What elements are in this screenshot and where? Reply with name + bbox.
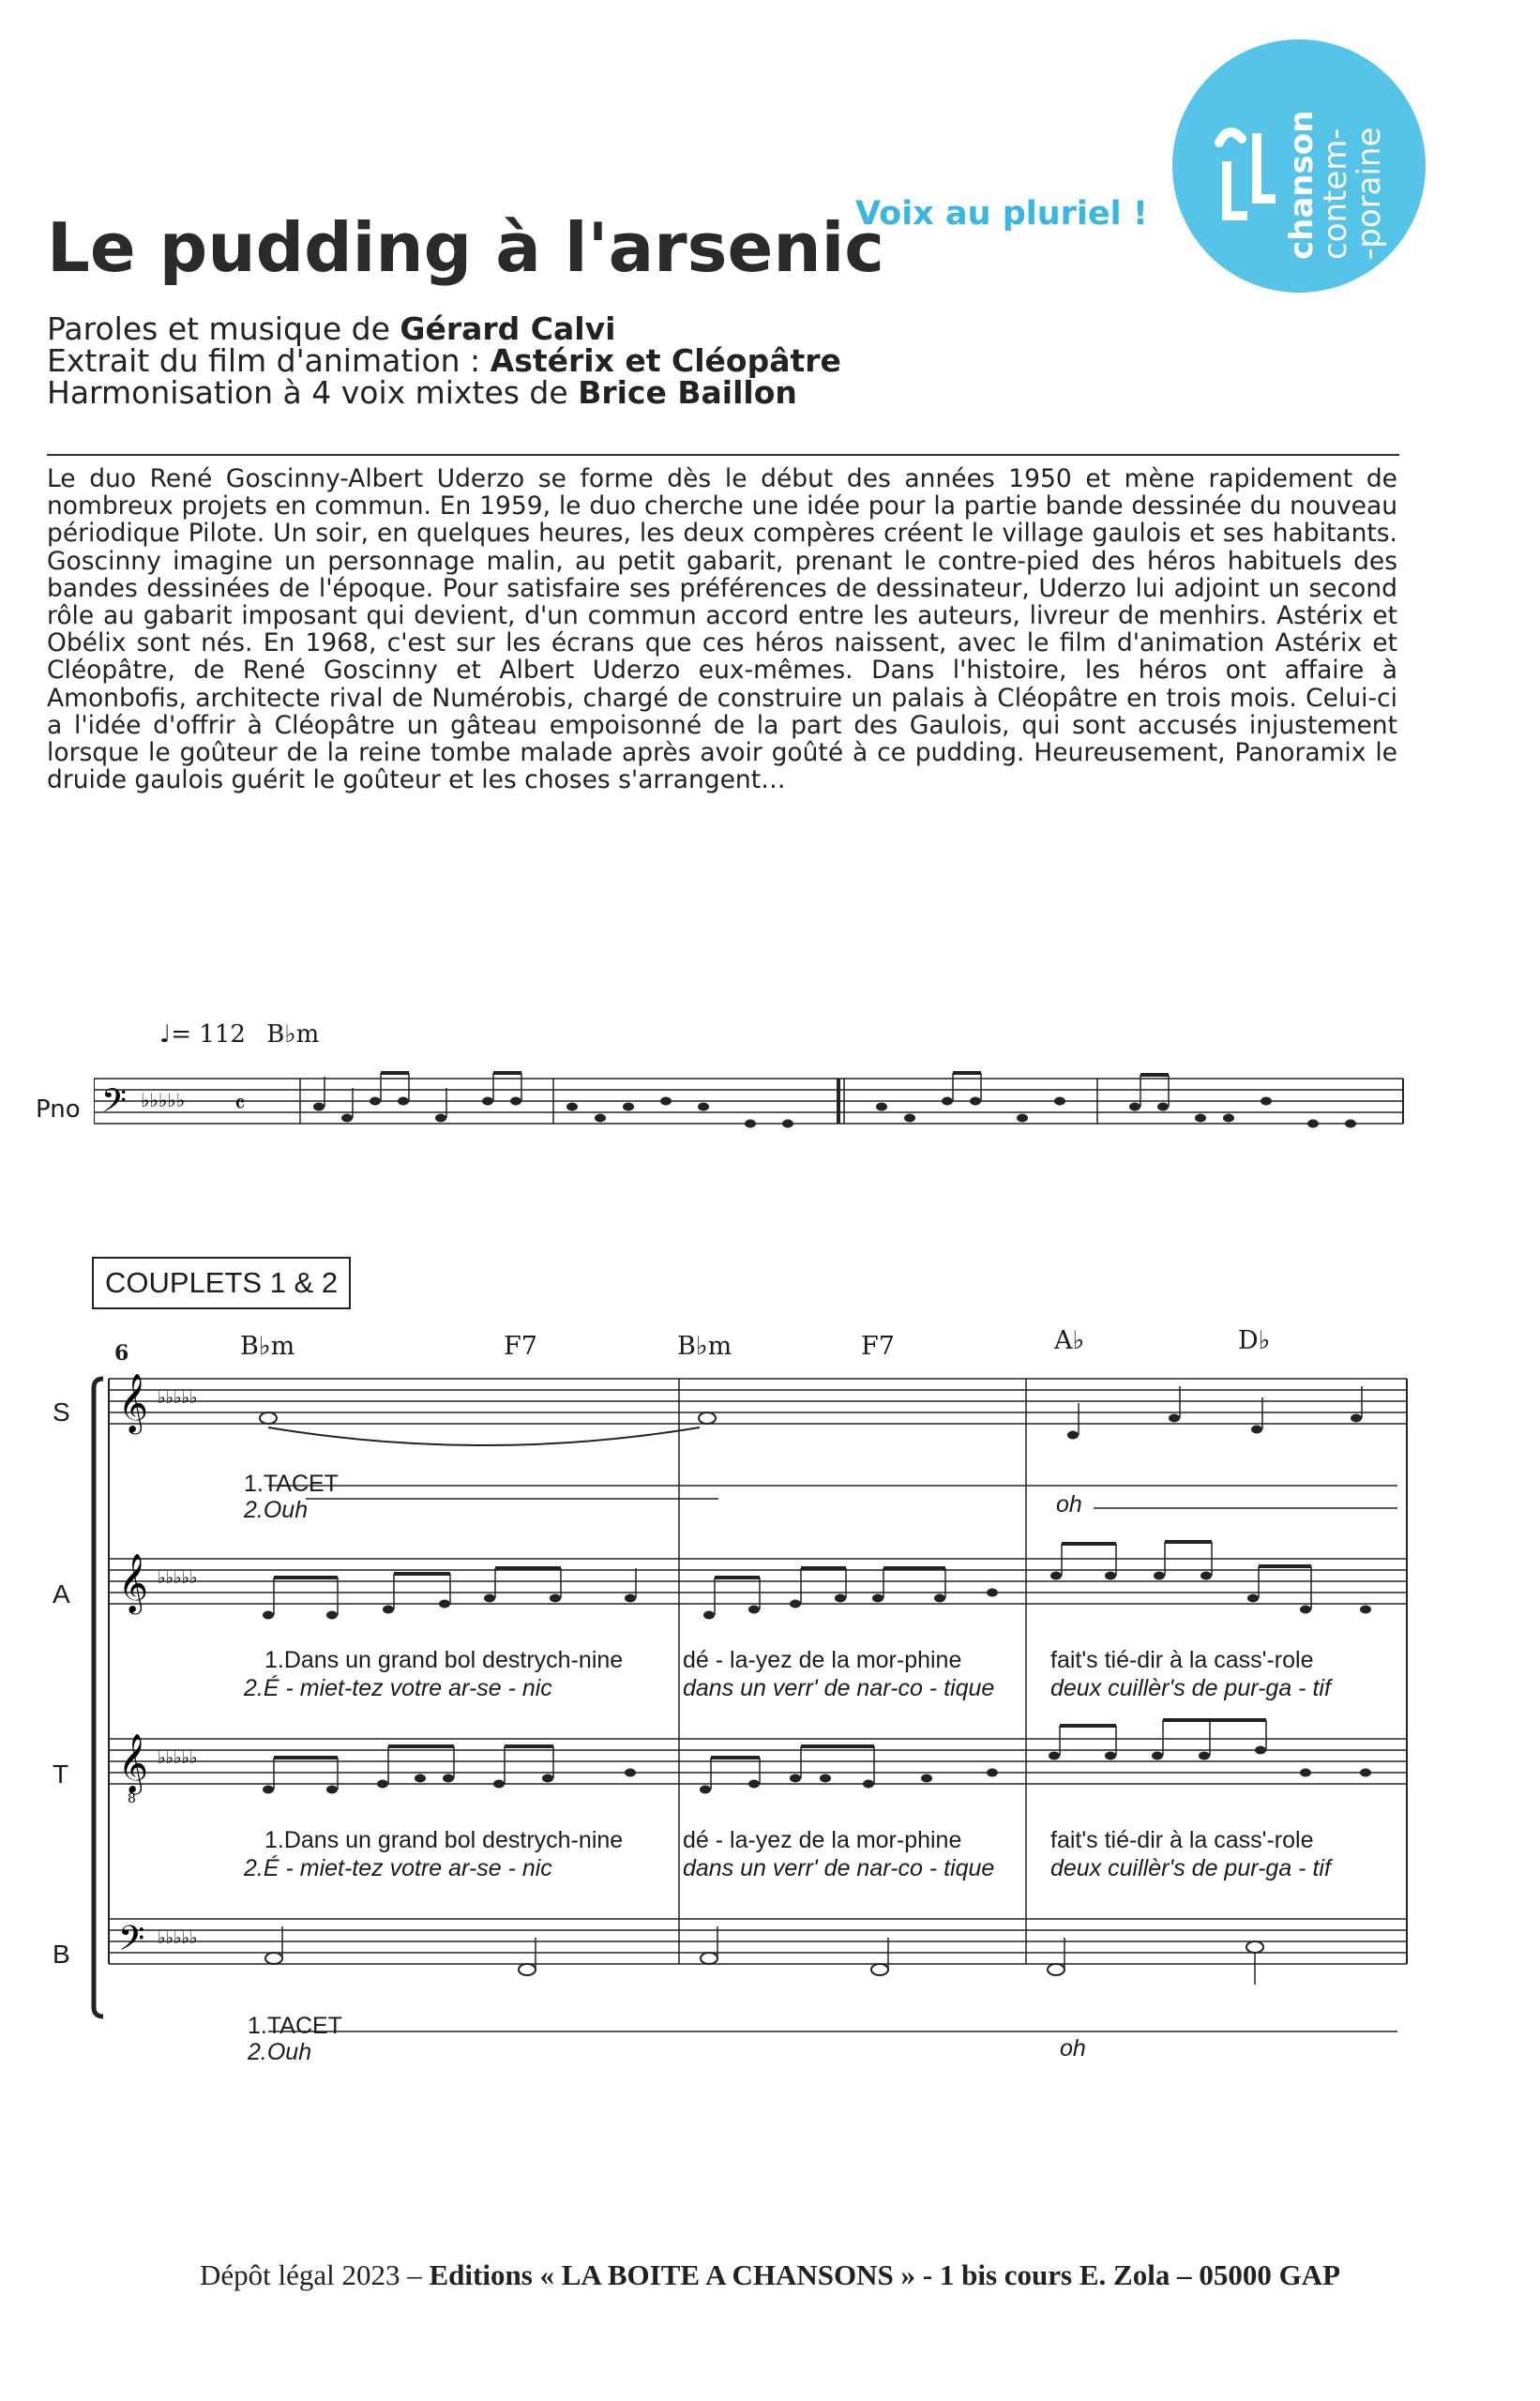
tenor-lyric: dans un verr' de nar-co - tique [683, 1855, 995, 1881]
footer: Dépôt légal 2023 – Editions « LA BOITE A CHANSONS » - 1 bis cours E. Zola – 05000 GAP [199, 2258, 1341, 2291]
svg-text:𝄞: 𝄞 [118, 1373, 148, 1432]
svg-text:𝄴: 𝄴 [234, 1091, 246, 1119]
piano-staff [94, 1069, 1407, 1154]
chord-symbol: F7 [861, 1332, 895, 1361]
bass-lyric-2: 2.Ouh [248, 2039, 312, 2065]
piano-label: Pno [36, 1095, 81, 1124]
soprano-lyric-2: 2.Ouh [244, 1497, 309, 1523]
svg-text:♭♭♭♭♭: ♭♭♭♭♭ [158, 1748, 198, 1768]
credits: Paroles et musique de Gérard Calvi Extrait du film d'animation : Astérix et Cléopâtre Harmonisation à 4 voix mixtes de Brice Baillon [47, 310, 841, 411]
alto-lyric: 1.Dans un grand bol destrych-nine [264, 1647, 624, 1673]
logo-mark-icon [1210, 124, 1285, 227]
chord-symbol: B♭m [240, 1332, 295, 1361]
tenor-lyric: deux cuillèr's de pur-ga - tif [1050, 1855, 1331, 1881]
alto-lyric: 2.É - miet-tez votre ar-se - nic [244, 1675, 552, 1701]
svg-text:♭♭♭♭♭: ♭♭♭♭♭ [158, 1568, 198, 1588]
divider [47, 454, 1399, 456]
alto-notes [263, 1572, 1371, 1620]
tenor-lyric: 2.É - miet-tez votre ar-se - nic [244, 1855, 552, 1881]
alto-lyric: fait's tié-dir à la cass'-role [1050, 1647, 1314, 1673]
chord-symbol: F7 [504, 1332, 537, 1361]
chord-symbol: D♭ [1238, 1326, 1271, 1355]
svg-text:𝄞: 𝄞 [118, 1553, 148, 1612]
logo-text: chanson contem- -poraine [1283, 110, 1388, 260]
soprano-lyric-3: oh [1056, 1491, 1082, 1518]
chord-symbol: A♭ [1054, 1326, 1085, 1355]
soprano-label: S [53, 1397, 70, 1427]
intro-paragraph: Le duo René Goscinny-Albert Uderzo se forme dès le début des années 1950 et mène rapidement de nombreux projets en commun. En 1959, le duo cherche une idée pour la partie bande dessinée du nouveau périodique Pilote. Un soir, en quelques heures, les deux compères créent le village gaulois et ses habitants. Goscinny imagine un personnage malin, au petit gabarit, prenant le contre-pied des héros habituels des bandes dessinées de l'époque. Pour satisfaire ses préférences de dessinateur, Uderzo lui adjoint un second rôle au gabarit imposant qui devient, d'un commun accord entre les auteurs, livreur de menhirs. Astérix et Obélix sont nés. En 1968, c'est sur les écrans que ces héros naissent, avec le film d'animation Astérix et Cléopâtre, de René Goscinny et Albert Uderzo eux-mêmes. Dans l'histoire, les héros ont affaire à Amonbofis, architecte rival de Numérobis, chargé de construire un palais à Cléopâtre en trois mois. Celui-ci a l'idée d'offrir à Cléopâtre un gâteau empoisonné de la part des Gaulois, qui sont accusés injustement lorsque le goûteur de la reine tombe malade après avoir goûté à ce pudding. Heureusement, Panoramix le druide gaulois guérit le goûteur et les choses s'arrangent… [47, 464, 1397, 795]
tempo-marking: ♩= 112 B♭m [159, 1020, 320, 1049]
svg-text:♭♭♭♭♭: ♭♭♭♭♭ [158, 1928, 198, 1948]
tenor-label: T [53, 1759, 69, 1789]
quarter-note-icon: ♩ [159, 1020, 172, 1049]
tenor-lyric: dé - la-yez de la mor-phine [683, 1827, 962, 1853]
chord-symbol: B♭m [677, 1332, 732, 1361]
bass-lyric-3: oh [1060, 2035, 1086, 2061]
alto-lyric: deux cuillèr's de pur-ga - tif [1050, 1675, 1331, 1701]
bass-notes [265, 1941, 1263, 1975]
page-title: Le pudding à l'arsenic [47, 208, 884, 287]
svg-text:𝄢: 𝄢 [101, 1081, 128, 1127]
alto-lyric: dé - la-yez de la mor-phine [683, 1647, 962, 1673]
svg-text:𝄞: 𝄞 [118, 1733, 148, 1792]
bass-lyric-1: 1.TACET [248, 2013, 342, 2039]
tenor-notes [263, 1746, 1371, 1794]
section-label: COUPLETS 1 & 2 [92, 1257, 351, 1309]
chanson-contemporaine-logo [1172, 39, 1426, 293]
measure-number: 6 [114, 1341, 129, 1366]
tenor-lyric: 1.Dans un grand bol destrych-nine [264, 1827, 624, 1853]
svg-text:♭♭♭♭♭: ♭♭♭♭♭ [158, 1388, 198, 1408]
soprano-lyric-1: 1.TACET [244, 1471, 339, 1497]
tenor-lyric: fait's tié-dir à la cass'-role [1050, 1827, 1314, 1853]
tagline: Voix au pluriel ! [855, 195, 1148, 233]
bass-label: B [53, 1940, 70, 1969]
alto-label: A [53, 1579, 70, 1608]
svg-text:♭♭♭♭♭: ♭♭♭♭♭ [141, 1089, 186, 1111]
alto-lyric: dans un verr' de nar-co - tique [683, 1675, 995, 1701]
soprano-notes [260, 1412, 716, 1445]
svg-text:𝄢: 𝄢 [118, 1919, 145, 1967]
svg-text:8: 8 [128, 1791, 136, 1806]
